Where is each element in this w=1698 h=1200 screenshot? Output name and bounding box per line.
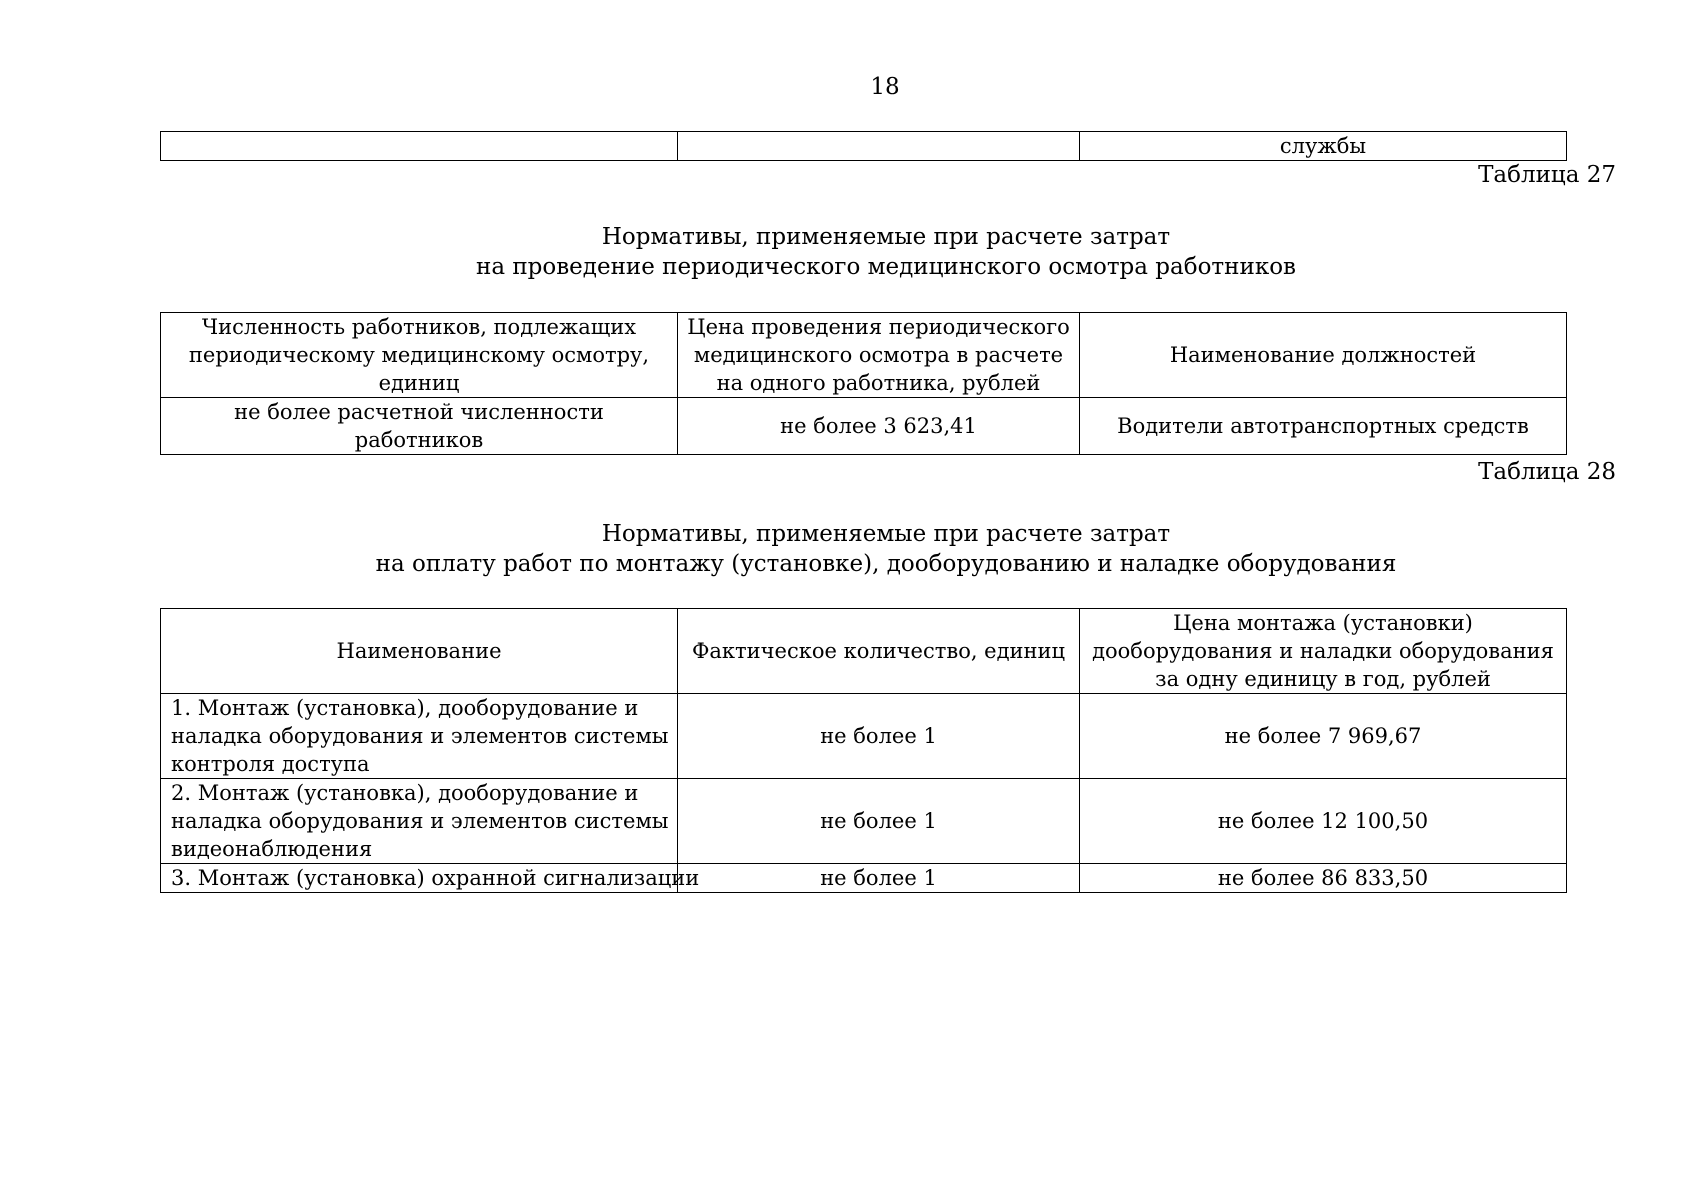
table-cell: Водители автотранспортных средств — [1080, 398, 1567, 455]
table-cell: 1. Монтаж (установка), дооборудование и наладка оборудования и элементов системы контроля доступа — [161, 694, 678, 779]
table-row — [161, 779, 1567, 864]
column-header: Фактическое количество, единиц — [678, 609, 1080, 694]
table-cell: не более 3 623,41 — [678, 398, 1080, 455]
table-cell — [678, 132, 1080, 161]
table-cell: 2. Монтаж (установка), дооборудование и наладка оборудования и элементов системы видеонаблюдения — [161, 779, 678, 864]
table-28-label: Таблица 28 — [1478, 459, 1616, 485]
page-number: 18 — [870, 74, 900, 100]
column-header: Цена монтажа (установки) дооборудования и наладки оборудования за одну единицу в год, рублей — [1080, 609, 1567, 694]
table-27 — [160, 312, 1567, 455]
table-cell: не более 7 969,67 — [1080, 694, 1567, 779]
column-header: Наименование должностей — [1080, 313, 1567, 398]
continuation-table — [160, 131, 1567, 161]
column-header: Наименование — [161, 609, 678, 694]
table-row — [161, 132, 1567, 161]
column-header: Численность работников, подлежащих периодическому медицинскому осмотру, единиц — [161, 313, 678, 398]
table-cell: не более 1 — [678, 864, 1080, 893]
table-28-title-line1: Нормативы, применяемые при расчете затрат — [601, 521, 1171, 547]
table-row — [161, 694, 1567, 779]
table-cell: службы — [1080, 132, 1567, 161]
table-27-label: Таблица 27 — [1478, 162, 1616, 188]
table-row — [161, 864, 1567, 893]
table-header-row — [161, 609, 1567, 694]
table-27-title-line1: Нормативы, применяемые при расчете затрат — [601, 224, 1171, 250]
column-header: Цена проведения периодического медицинского осмотра в расчете на одного работника, рублей — [678, 313, 1080, 398]
table-header-row — [161, 313, 1567, 398]
table-28 — [160, 608, 1567, 893]
table-cell: не более 86 833,50 — [1080, 864, 1567, 893]
table-cell: не более расчетной численности работников — [161, 398, 678, 455]
table-cell: не более 1 — [678, 694, 1080, 779]
table-28-title — [160, 519, 1612, 579]
table-row — [161, 398, 1567, 455]
table-cell: не более 1 — [678, 779, 1080, 864]
table-cell: 3. Монтаж (установка) охранной сигнализации — [161, 864, 678, 893]
table-27-title — [160, 222, 1612, 282]
table-cell: не более 12 100,50 — [1080, 779, 1567, 864]
table-27-title-line2: на проведение периодического медицинского осмотра работников — [475, 254, 1296, 280]
table-28-title-line2: на оплату работ по монтажу (установке), дооборудованию и наладке оборудования — [375, 551, 1397, 577]
table-cell — [161, 132, 678, 161]
